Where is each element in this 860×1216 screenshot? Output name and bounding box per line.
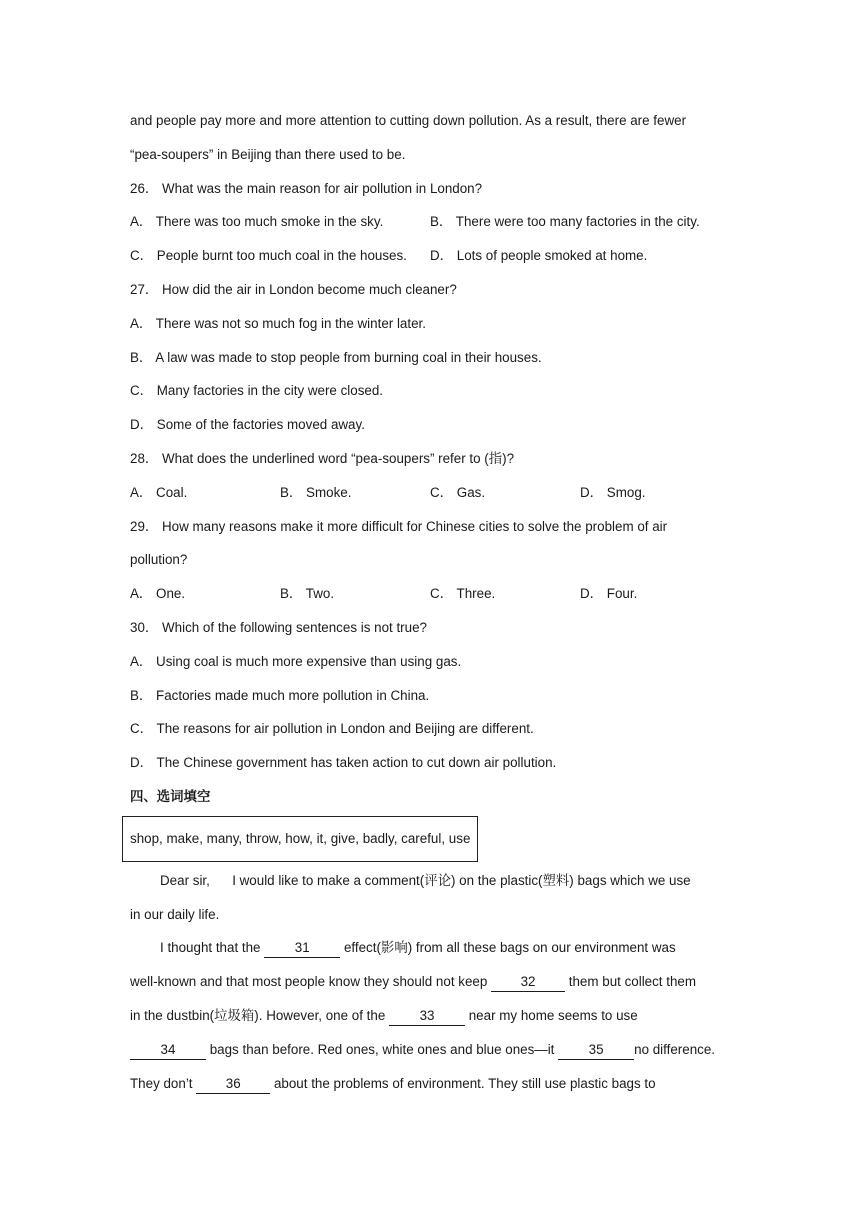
option-d: D． Some of the factories moved away. bbox=[130, 417, 365, 433]
option-b: B． There were too many factories in the city. bbox=[430, 214, 700, 230]
option-d: D． Four. bbox=[580, 586, 638, 602]
passage-line: and people pay more and more attention to cutting down pollution. As a result, there are fewer bbox=[130, 113, 687, 128]
option-c: C． People burnt too much coal in the houses. bbox=[130, 248, 407, 264]
options-row bbox=[130, 476, 730, 510]
document-page bbox=[130, 104, 730, 1100]
question-28: 28． What does the underlined word “pea-soupers” refer to (指)? bbox=[130, 450, 515, 466]
option-a: A． Using coal is much more expensive than using gas. bbox=[130, 653, 462, 669]
letter-line bbox=[130, 1033, 730, 1067]
letter-text: effect(影响) from all these bags on our environment was bbox=[340, 940, 676, 956]
options-row bbox=[130, 205, 730, 239]
letter-text: I would like to make a comment(评论) on the plastic(塑料) bags which we use bbox=[232, 872, 691, 888]
option-c: C． Many factories in the city were closed. bbox=[130, 383, 384, 399]
letter-text: no difference. bbox=[634, 1041, 716, 1057]
letter-text: in the dustbin(垃圾箱). However, one of the bbox=[130, 1007, 390, 1023]
letter-line bbox=[130, 931, 730, 965]
letter-line: in our daily life. bbox=[130, 906, 220, 922]
option-a: A． There was too much smoke in the sky. bbox=[130, 214, 384, 230]
letter-line bbox=[130, 1067, 730, 1101]
question-29-cont: pollution? bbox=[130, 552, 188, 568]
letter-line bbox=[130, 999, 730, 1033]
option-d: D． The Chinese government has taken action to cut down air pollution. bbox=[130, 755, 557, 771]
option-c: C． Gas. bbox=[430, 484, 486, 500]
letter-text: near my home seems to use bbox=[465, 1007, 638, 1023]
letter-line bbox=[130, 864, 730, 898]
greeting: Dear sir, bbox=[160, 872, 210, 888]
letter-text: well-known and that most people know they should not keep bbox=[130, 974, 492, 990]
passage-line: “pea-soupers” in Beijing than there used to be. bbox=[130, 146, 406, 162]
option-a: A． One. bbox=[130, 586, 186, 602]
option-b: B． Smoke. bbox=[280, 484, 352, 500]
letter-text: about the problems of environment. They still use plastic bags to bbox=[270, 1075, 656, 1091]
section-heading: 四、选词填空 bbox=[130, 788, 211, 804]
word-box-wrap bbox=[130, 814, 730, 864]
blank-35[interactable]: 35 bbox=[558, 1041, 634, 1060]
letter-text: bags than before. Red ones, white ones and blue ones—it bbox=[206, 1041, 559, 1057]
letter-text: They don’t bbox=[130, 1075, 197, 1091]
option-b: B． A law was made to stop people from burning coal in their houses. bbox=[130, 349, 542, 365]
question-29: 29． How many reasons make it more difficult for Chinese cities to solve the problem of air bbox=[130, 518, 668, 534]
options-row bbox=[130, 239, 730, 273]
blank-33[interactable]: 33 bbox=[389, 1007, 465, 1026]
letter-text: I thought that the bbox=[160, 940, 265, 956]
option-a: A． Coal. bbox=[130, 484, 188, 500]
question-26: 26． What was the main reason for air pollution in London? bbox=[130, 180, 483, 196]
blank-31[interactable]: 31 bbox=[264, 939, 340, 958]
option-c: C． The reasons for air pollution in London and Beijing are different. bbox=[130, 721, 534, 737]
option-c: C． Three. bbox=[430, 586, 496, 602]
option-a: A． There was not so much fog in the winter later. bbox=[130, 315, 426, 331]
option-b: B． Two. bbox=[280, 586, 335, 602]
blank-32[interactable]: 32 bbox=[491, 973, 565, 992]
question-30: 30． Which of the following sentences is not true? bbox=[130, 619, 427, 635]
blank-36[interactable]: 36 bbox=[196, 1075, 270, 1094]
letter-line bbox=[130, 965, 730, 999]
option-d: D． Smog. bbox=[580, 484, 646, 500]
blank-34[interactable]: 34 bbox=[130, 1041, 206, 1060]
word-box: shop, make, many, throw, how, it, give, badly, careful, use bbox=[122, 816, 478, 862]
options-row bbox=[130, 577, 730, 611]
option-b: B． Factories made much more pollution in China. bbox=[130, 687, 430, 703]
question-27: 27． How did the air in London become much cleaner? bbox=[130, 281, 457, 297]
letter-text: them but collect them bbox=[565, 974, 697, 990]
option-d: D． Lots of people smoked at home. bbox=[430, 248, 648, 264]
